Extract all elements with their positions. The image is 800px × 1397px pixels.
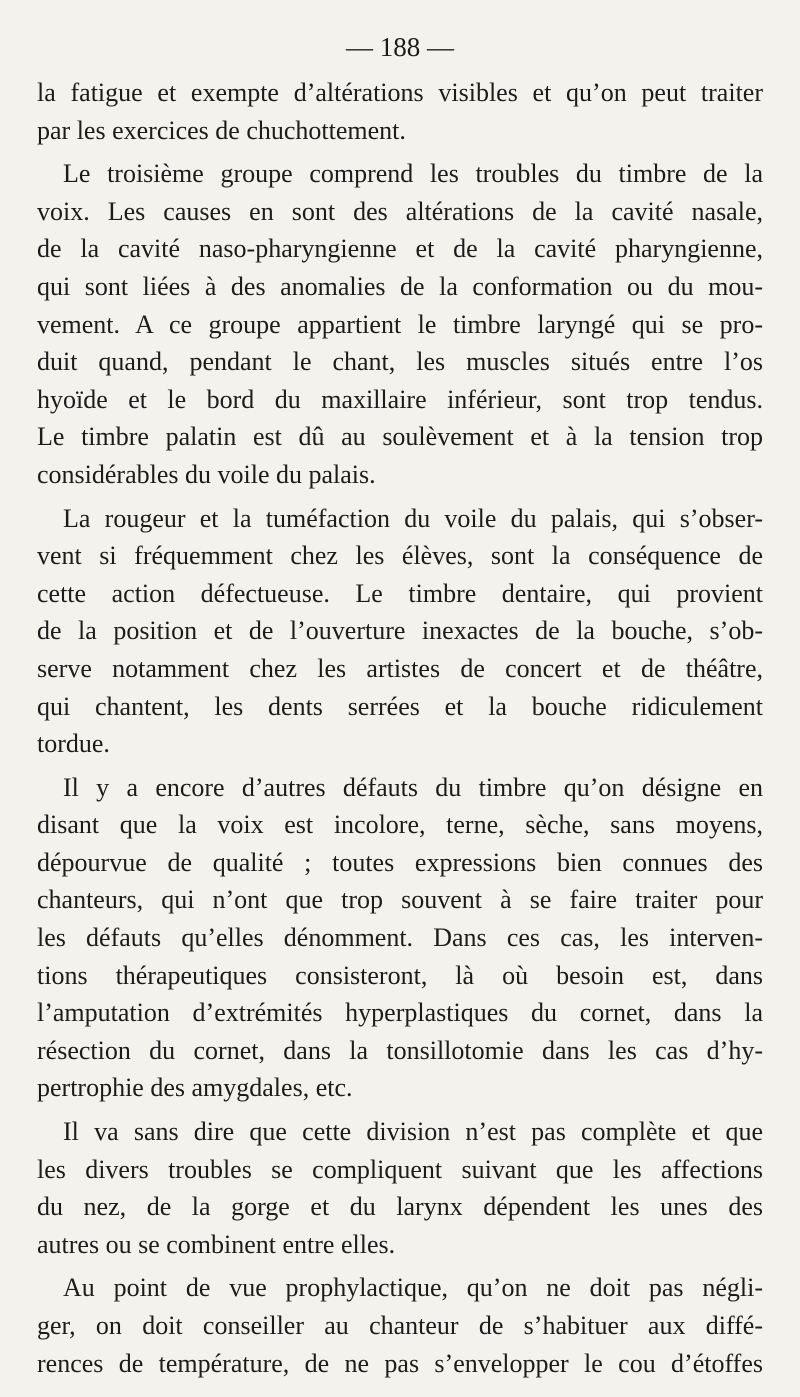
text-line: Il y a encore d’autres défauts du timbre qu’on désigne en <box>63 772 763 802</box>
text-line: serve notamment chez les artistes de concert et de théâtre, <box>37 653 763 683</box>
text-line: les défauts qu’elles dénomment. Dans ces cas, les interven- <box>37 923 763 953</box>
text-line: considérables du voile du palais. <box>37 459 376 489</box>
text-line: vent si fréquemment chez les élèves, sont la conséquence de <box>37 541 763 571</box>
text-line: dépourvue de qualité ; toutes expressions bien connues des <box>37 847 763 877</box>
text-line: de la cavité naso-pharyngienne et de la cavité pharyngienne, <box>37 234 763 264</box>
text-line: résection du cornet, dans la tonsillotomie dans les cas d’hy- <box>37 1035 763 1065</box>
paragraph <box>37 769 763 1107</box>
paragraph <box>37 74 763 149</box>
page-number: — 188 — <box>346 32 454 62</box>
text-line: tordue. <box>37 729 110 759</box>
text-line: autres ou se combinent entre elles. <box>37 1229 396 1259</box>
text-line: qui sont liées à des anomalies de la conformation ou du mou- <box>37 271 763 301</box>
text-line: la fatigue et exempte d’altérations visibles et qu’on peut traiter <box>37 78 763 107</box>
paragraph <box>37 155 763 493</box>
text-line: voix. Les causes en sont des altérations de la cavité nasale, <box>37 196 763 226</box>
paragraph <box>37 1269 763 1382</box>
text-line: les divers troubles se compliquent suivant que les affections <box>37 1154 763 1184</box>
page-body <box>37 74 763 1382</box>
text-line: rences de température, de ne pas s’envelopper le cou d’étoffes <box>37 1348 763 1378</box>
text-line: qui chantent, les dents serrées et la bouche ridiculement <box>37 691 763 721</box>
text-line: l’amputation d’extrémités hyperplastiques du cornet, dans la <box>37 998 763 1028</box>
text-line: ger, on doit conseiller au chanteur de s’habituer aux diffé- <box>37 1311 763 1340</box>
text-line: disant que la voix est incolore, terne, sèche, sans moyens, <box>37 810 763 840</box>
text-line: Il va sans dire que cette division n’est pas complète et que <box>63 1117 763 1147</box>
text-line: hyoïde et le bord du maxillaire inférieur, sont trop tendus. <box>37 384 763 414</box>
text-line: duit quand, pendant le chant, les muscles situés entre l’os <box>37 347 763 377</box>
text-line: tions thérapeutiques consisteront, là où besoin est, dans <box>37 960 763 990</box>
text-line: par les exercices de chuchottement. <box>37 115 406 145</box>
text-line: La rougeur et la tuméfaction du voile du palais, qui s’obser- <box>63 503 763 533</box>
paragraph <box>37 500 763 763</box>
text-line: Le troisième groupe comprend les troubles du timbre de la <box>63 159 763 189</box>
text-line: vement. A ce groupe appartient le timbre laryngé qui se pro- <box>37 309 763 339</box>
text-line: cette action défectueuse. Le timbre dentaire, qui provient <box>37 578 763 608</box>
paragraph <box>37 1113 763 1263</box>
text-line: chanteurs, qui n’ont que trop souvent à se faire traiter pour <box>37 885 763 915</box>
text-line: de la position et de l’ouverture inexactes de la bouche, s’ob- <box>37 616 763 646</box>
text-line: Le timbre palatin est dû au soulèvement et à la tension trop <box>37 422 763 452</box>
text-line: Au point de vue prophylactique, qu’on ne doit pas négli- <box>63 1273 763 1303</box>
text-line: du nez, de la gorge et du larynx dépendent les unes des <box>37 1192 763 1222</box>
text-line: pertrophie des amygdales, etc. <box>37 1073 353 1103</box>
